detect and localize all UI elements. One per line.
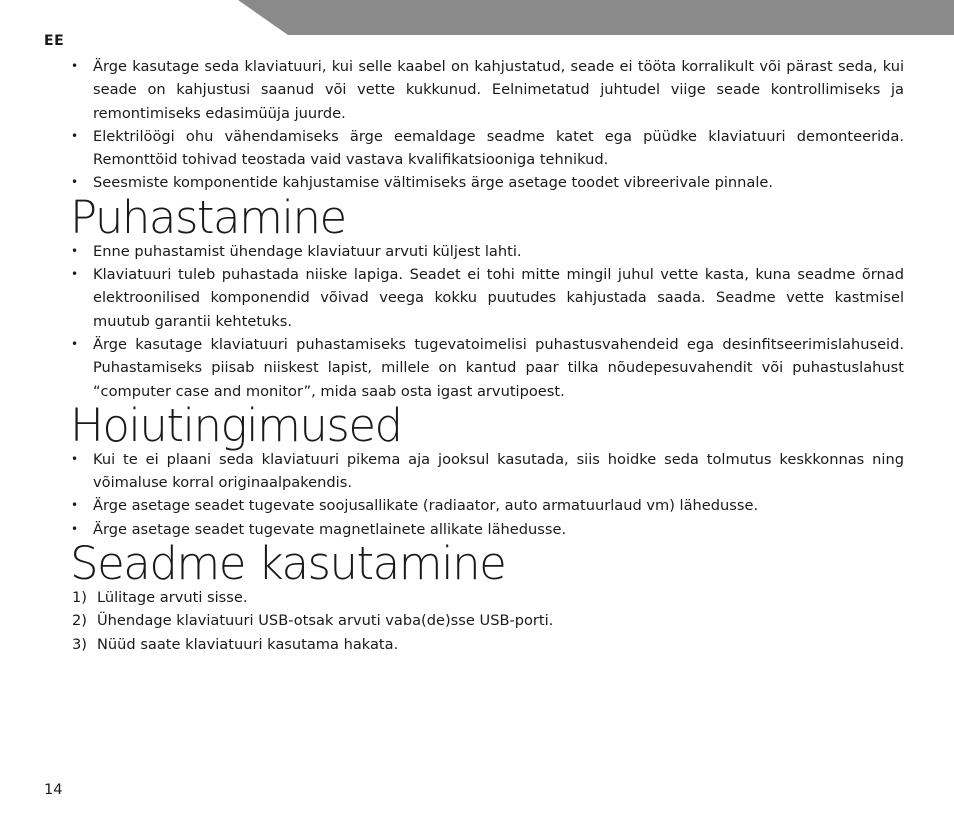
usage-step-list <box>70 586 904 656</box>
list-item: • Ärge kasutage klaviatuuri puhastamiseks tugevatoimelisi puhastusvahendeid ega desinfitseerimislahuseid. Puhastamiseks piisab niiskest lapist, millele on kantud paar tilka nõudepesuvahendit või puhastuslahust “computer case and monitor”, mida saab osta igast arvutipoest. <box>70 333 904 403</box>
storage-bullet-list <box>70 448 904 541</box>
cleaning-bullet-list <box>70 240 904 403</box>
section-title-storage: Hoiutingimused <box>70 398 402 452</box>
step-item <box>72 609 904 632</box>
page-content <box>70 55 904 656</box>
intro-bullet-list <box>70 55 904 195</box>
list-item: • Klaviatuuri tuleb puhastada niiske lapiga. Seadet ei tohi mitte mingil juhul vette kasta, kuna seadme õrnad elektroonilised komponendid võivad veega kokku puutudes kahjustada saada. Seadme vette kastmisel muutub garantii kehtetuks. <box>70 263 904 333</box>
list-item: • Ärge asetage seadet tugevate magnetlainete allikate lähedusse. <box>70 518 904 541</box>
step-number: 3) <box>72 635 87 653</box>
list-item: • Ärge kasutage seda klaviatuuri, kui selle kaabel on kahjustatud, seade ei tööta korralikult või pärast seda, kui seade on kahjustusi saanud või vette kukkunud. Eelnimetatud juhtudel viige seade kontrollimiseks ja remontimiseks edasimüüja juurde. <box>70 55 904 125</box>
step-text: Ühendage klaviatuuri USB-otsak arvuti vaba(de)sse USB-porti. <box>97 612 554 630</box>
header-tab-decoration <box>238 0 954 35</box>
step-text: Lülitage arvuti sisse. <box>97 589 248 607</box>
step-number: 2) <box>72 612 87 630</box>
list-item: • Elektrilöögi ohu vähendamiseks ärge eemaldage seadme katet ega püüdke klaviatuuri demonteerida. Remonttöid tohivad teostada vaid vastava kvalifikatsiooniga tehnikud. <box>70 125 904 172</box>
section-title-usage: Seadme kasutamine <box>70 537 506 591</box>
page-number: 14 <box>44 781 63 798</box>
step-number: 1) <box>72 589 87 607</box>
language-code: EE <box>44 33 65 49</box>
step-item <box>72 633 904 656</box>
list-item: • Enne puhastamist ühendage klaviatuur arvuti küljest lahti. <box>70 240 904 263</box>
step-text: Nüüd saate klaviatuuri kasutama hakata. <box>97 635 399 653</box>
list-item: • Ärge asetage seadet tugevate soojusallikate (radiaator, auto armatuurlaud vm) lähedusse. <box>70 494 904 517</box>
list-item: • Seesmiste komponentide kahjustamise vältimiseks ärge asetage toodet vibreerivale pinnale. <box>70 171 904 194</box>
list-item: • Kui te ei plaani seda klaviatuuri pikema aja jooksul kasutada, siis hoidke seda tolmutus keskkonnas ning võimaluse korral originaalpakendis. <box>70 448 904 495</box>
section-title-cleaning: Puhastamine <box>70 190 346 244</box>
